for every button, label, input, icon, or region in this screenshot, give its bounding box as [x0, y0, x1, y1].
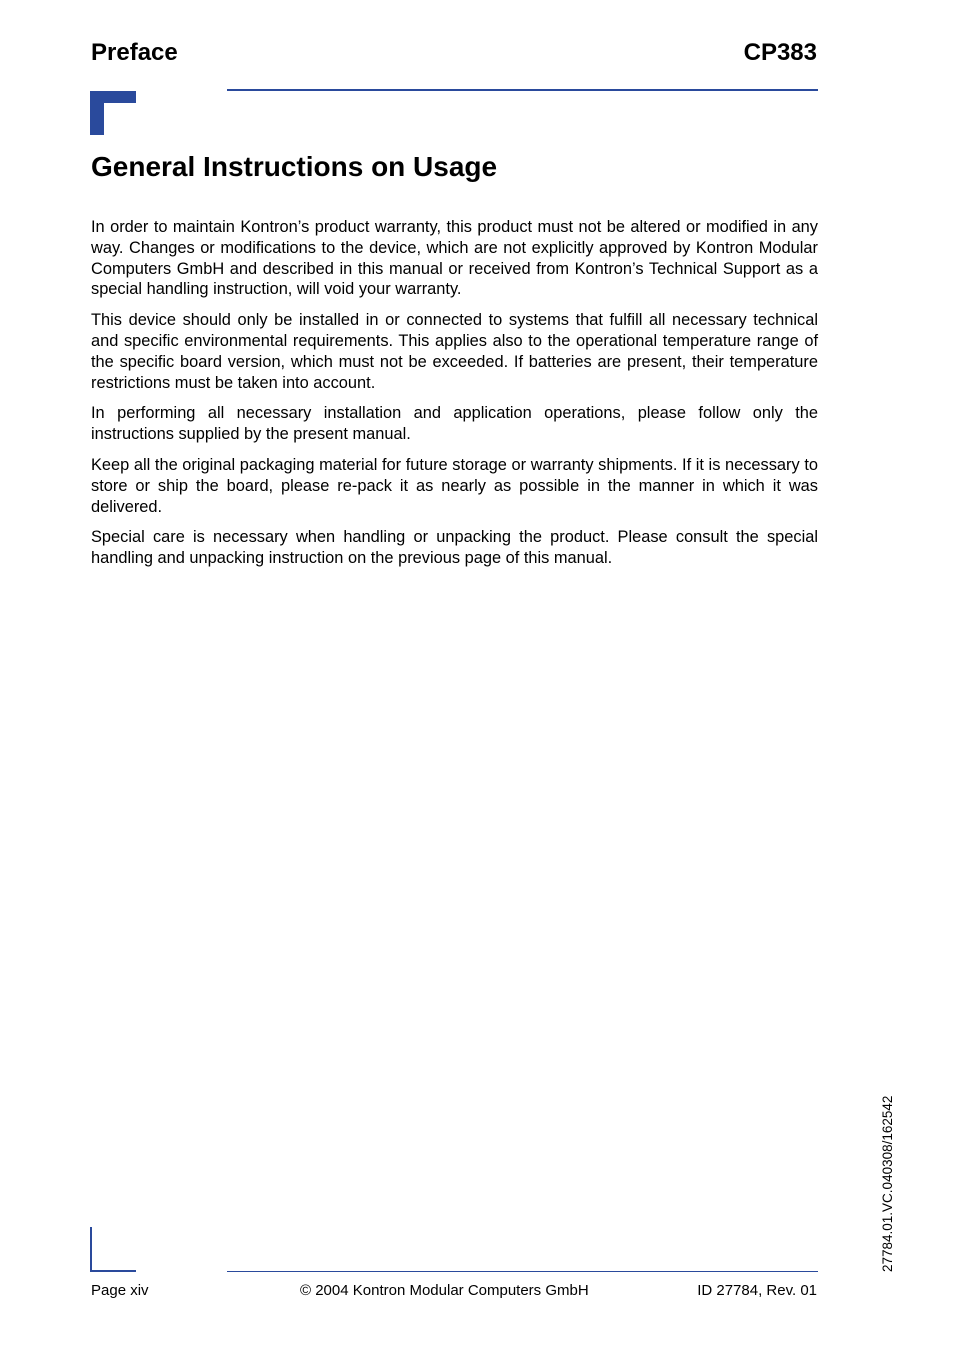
body-text [91, 217, 818, 579]
footer-document-id: ID 27784, Rev. 01 [697, 1282, 817, 1299]
paragraph-special-care: Special care is necessary when handling or unpacking the product. Please consult the special handling and unpacking instruction on the previous page of this manual. [91, 528, 818, 568]
header-rule [227, 89, 818, 91]
top-corner-mark [90, 91, 136, 135]
bottom-corner-mark-vertical [90, 1227, 92, 1272]
footer-copyright: © 2004 Kontron Modular Computers GmbH [300, 1282, 589, 1299]
side-document-id: 27784.01.VC.040308/162542 [880, 1095, 895, 1272]
footer-rule [227, 1271, 818, 1272]
header-section-title: Preface [91, 39, 178, 66]
bottom-corner-mark-horizontal [90, 1270, 136, 1272]
paragraph-follow-instructions: In performing all necessary installation and application operations, please follow only the instructions supplied by the present manual. [91, 404, 818, 444]
header-product-name: CP383 [743, 39, 817, 66]
page-title: General Instructions on Usage [91, 151, 498, 182]
paragraph-packaging: Keep all the original packaging material for future storage or warranty shipments. If it is necessary to store or ship the board, please re-pack it as nearly as possible in the manner in which it was delivered. [91, 455, 818, 516]
paragraph-installation-requirements: This device should only be installed in or connected to systems that fulfill all necessary technical and specific environmental requirements. This applies also to the operational temperature range of the specific board version, which must not be exceeded. If batteries are present, their temperature restrictions must be taken into account. [91, 311, 818, 392]
paragraph-warranty: In order to maintain Kontron’s product warranty, this product must not be altered or modified in any way. Changes or modifications to the device, which are not explicitly approved by Kontron Modular Computers GmbH and described in this manual or received from Kontron’s Technical Support as a special handling instruction, will void your warranty. [91, 218, 818, 299]
footer-page-number: Page xiv [91, 1282, 149, 1299]
top-corner-mark-vertical [90, 91, 104, 135]
bottom-corner-mark [90, 1227, 136, 1272]
